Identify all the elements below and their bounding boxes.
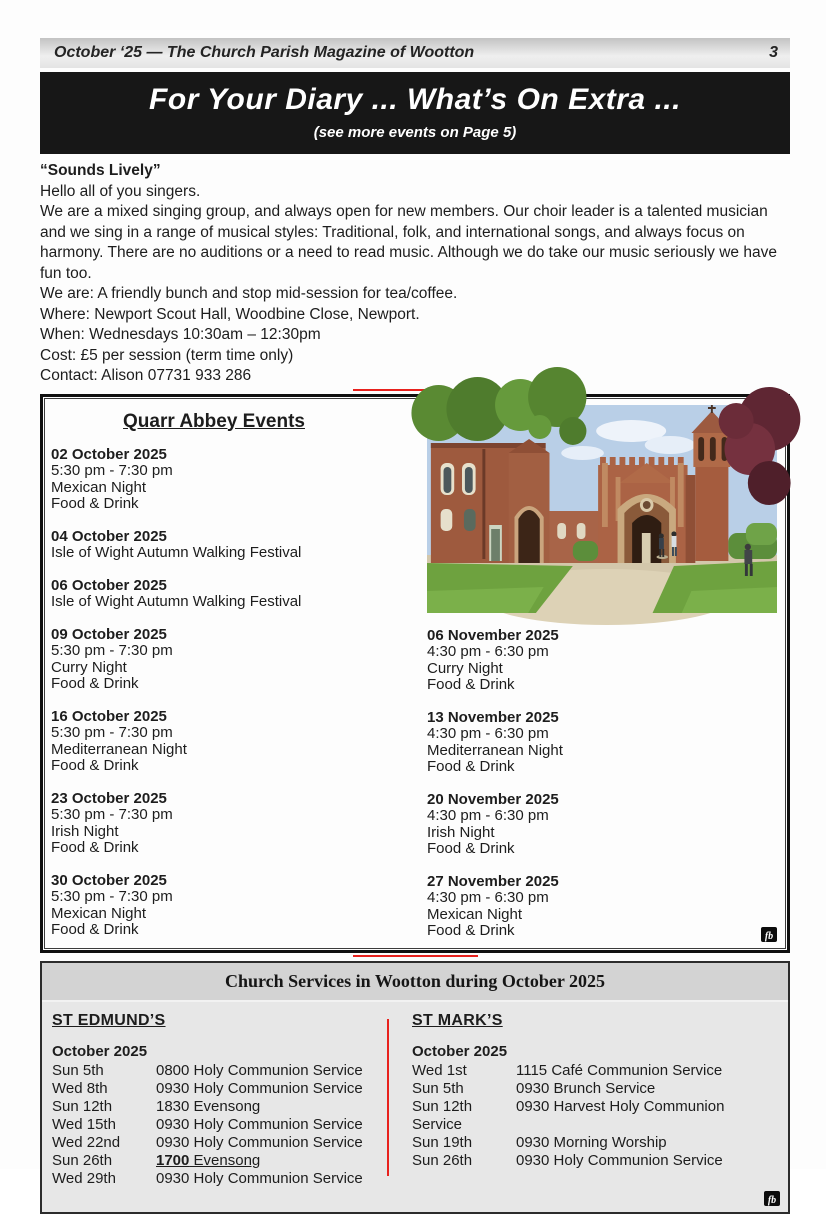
quarr-abbey-photo <box>427 405 777 613</box>
quarr-right-column <box>427 405 777 940</box>
event <box>427 792 777 858</box>
intro-paragraph: We are a mixed singing group, and always open for new members. Our choir leader is a talented musician and we sing in a range of musical styles: Traditional, folk, and international songs, and always focus on harmony. There are no auditions or a need to read music. Although we do take our music seriously we have fun too. <box>40 203 777 282</box>
service-day: Wed 29th <box>52 1169 116 1187</box>
event-line: Mediterranean Night <box>427 741 563 759</box>
st-edmunds-heading: ST EDMUND’S <box>52 1011 166 1029</box>
facebook-icon: fb <box>764 1191 780 1206</box>
event <box>427 710 777 776</box>
event-date: 23 October 2025 <box>51 789 167 807</box>
event-line: 5:30 pm - 7:30 pm <box>51 888 173 905</box>
service-name: Café Communion Service <box>547 1061 723 1079</box>
event-line: 5:30 pm - 7:30 pm <box>51 462 173 479</box>
intro-line: Where: Newport Scout Hall, Woodbine Close, Newport. <box>40 305 420 323</box>
service-day: Sun 5th <box>412 1079 464 1097</box>
service-time: 1700 <box>156 1151 190 1169</box>
service-day: Wed 8th <box>52 1079 108 1097</box>
service-row <box>412 1152 778 1170</box>
event <box>51 709 417 775</box>
intro-line: When: Wednesdays 10:30am – 12:30pm <box>40 326 321 343</box>
event-date: 04 October 2025 <box>51 527 167 545</box>
service-name: Evensong <box>189 1151 261 1169</box>
event-date: 02 October 2025 <box>51 445 167 463</box>
event <box>51 791 417 857</box>
event <box>51 529 417 562</box>
service-day: Sun 26th <box>412 1151 473 1169</box>
event-line: Food & Drink <box>51 675 139 692</box>
event-line: Food & Drink <box>427 758 515 775</box>
service-name: Holy Communion Service <box>189 1169 363 1187</box>
red-divider-rule <box>353 955 478 957</box>
month-heading: October 2025 <box>412 1042 508 1060</box>
page-content <box>40 38 790 1214</box>
service-row <box>412 1134 778 1152</box>
event-line: Mexican Night <box>427 905 523 923</box>
quarr-events-box <box>40 394 790 953</box>
service-time: 0930 <box>156 1169 190 1187</box>
event-line: 4:30 pm - 6:30 pm <box>427 889 549 906</box>
event-date: 06 October 2025 <box>51 576 167 594</box>
service-row <box>412 1098 778 1134</box>
service-day: Wed 15th <box>52 1115 116 1133</box>
service-time: 0930 <box>156 1133 190 1151</box>
service-row <box>52 1134 404 1152</box>
event <box>51 627 417 693</box>
month-heading: October 2025 <box>52 1042 148 1060</box>
service-time: 0930 <box>516 1133 550 1151</box>
event-line: Mediterranean Night <box>51 740 187 758</box>
service-row <box>52 1062 404 1080</box>
service-day: Sun 26th <box>52 1151 113 1169</box>
event-line: Isle of Wight Autumn Walking Festival <box>51 593 302 610</box>
event-line: Food & Drink <box>427 840 515 857</box>
event <box>51 578 417 611</box>
intro-line: Cost: £5 per session (term time only) <box>40 346 294 364</box>
service-time: 0800 <box>156 1061 190 1079</box>
event-line: Food & Drink <box>51 839 139 856</box>
page-number: 3 <box>769 44 778 61</box>
service-name: Holy Communion Service <box>189 1115 363 1133</box>
st-marks-rows <box>412 1062 778 1170</box>
event-line: Food & Drink <box>51 921 139 938</box>
event-line: Food & Drink <box>51 757 139 774</box>
quarr-october-events <box>51 447 417 939</box>
service-time: 0930 <box>516 1079 550 1097</box>
masthead <box>40 38 790 68</box>
service-row <box>52 1098 404 1116</box>
sounds-lively-heading: “Sounds Lively” <box>40 162 161 179</box>
service-name: Holy Communion Service <box>549 1151 723 1169</box>
banner-subtitle: (see more events on Page 5) <box>313 124 517 141</box>
service-row <box>52 1152 404 1170</box>
event-date: 27 November 2025 <box>427 872 559 890</box>
service-time: 0930 <box>156 1115 190 1133</box>
event <box>427 874 777 940</box>
event-line: 5:30 pm - 7:30 pm <box>51 806 173 823</box>
service-row <box>52 1116 404 1134</box>
quarr-left-column <box>51 405 417 940</box>
event-date: 20 November 2025 <box>427 790 559 808</box>
service-row <box>412 1062 778 1080</box>
event-line: 4:30 pm - 6:30 pm <box>427 643 549 660</box>
event-line: 4:30 pm - 6:30 pm <box>427 807 549 824</box>
event-line: Irish Night <box>427 823 495 841</box>
banner-title: For Your Diary ... What’s On Extra ... <box>149 83 681 116</box>
service-time: 0930 <box>516 1097 550 1115</box>
service-row <box>412 1080 778 1098</box>
service-time: 0930 <box>156 1079 190 1097</box>
event <box>427 628 777 694</box>
service-time: 0930 <box>516 1151 550 1169</box>
services-title: Church Services in Wootton during October 2025 <box>42 963 788 1002</box>
event <box>51 447 417 513</box>
facebook-icon: fb <box>761 927 777 942</box>
event <box>51 873 417 939</box>
event-line: Food & Drink <box>51 495 139 512</box>
intro-line: We are: A friendly bunch and stop mid-session for tea/coffee. <box>40 285 458 302</box>
st-marks-heading: ST MARK’S <box>412 1011 503 1029</box>
event-line: Curry Night <box>51 658 127 676</box>
service-name: Morning Worship <box>549 1133 667 1151</box>
event-line: 5:30 pm - 7:30 pm <box>51 724 173 741</box>
church-services-box <box>40 961 790 1214</box>
event-line: Food & Drink <box>427 676 515 693</box>
service-day: Sun 5th <box>52 1061 104 1079</box>
event-line: Irish Night <box>51 822 119 840</box>
service-name: Holy Communion Service <box>189 1133 363 1151</box>
event-line: 4:30 pm - 6:30 pm <box>427 725 549 742</box>
event-line: Mexican Night <box>51 478 147 496</box>
st-edmunds-column <box>52 1012 404 1188</box>
event-line: Curry Night <box>427 659 503 677</box>
service-time: 1115 <box>516 1061 548 1079</box>
service-day: Sun 12th <box>412 1097 473 1115</box>
service-name: Brunch Service <box>549 1079 656 1097</box>
service-name: Evensong <box>189 1097 261 1115</box>
intro-line: Hello all of you singers. <box>40 182 201 200</box>
service-day: Sun 12th <box>52 1097 113 1115</box>
service-row <box>52 1080 404 1098</box>
quarr-title: Quarr Abbey Events <box>123 410 305 432</box>
service-day: Wed 22nd <box>52 1133 121 1151</box>
event-date: 09 October 2025 <box>51 625 167 643</box>
service-time: 1830 <box>156 1097 190 1115</box>
event-line: Isle of Wight Autumn Walking Festival <box>51 544 302 561</box>
st-edmunds-rows <box>52 1062 404 1188</box>
event-date: 13 November 2025 <box>427 708 559 726</box>
services-body <box>42 1002 788 1212</box>
service-name: Holy Communion Service <box>189 1061 363 1079</box>
sounds-lively-section <box>40 161 790 387</box>
event-date: 30 October 2025 <box>51 871 167 889</box>
st-marks-column <box>404 1012 778 1188</box>
event-line: 5:30 pm - 7:30 pm <box>51 642 173 659</box>
diary-banner <box>40 72 790 154</box>
event-date: 16 October 2025 <box>51 707 167 725</box>
service-day: Wed 1st <box>412 1061 467 1079</box>
quarr-events-inner <box>44 398 786 949</box>
quarr-november-events <box>427 628 777 940</box>
masthead-title: October ‘25 — The Church Parish Magazine of Wootton <box>54 44 475 61</box>
event-line: Mexican Night <box>51 904 147 922</box>
service-day: Sun 19th <box>412 1133 473 1151</box>
intro-line: Contact: Alison 07731 933 286 <box>40 367 252 384</box>
service-name: Holy Communion Service <box>189 1079 363 1097</box>
event-date: 06 November 2025 <box>427 626 559 644</box>
service-row <box>52 1170 404 1188</box>
event-line: Food & Drink <box>427 922 515 939</box>
service-name: Harvest Holy Communion Service <box>412 1097 725 1133</box>
red-column-divider <box>387 1019 389 1176</box>
